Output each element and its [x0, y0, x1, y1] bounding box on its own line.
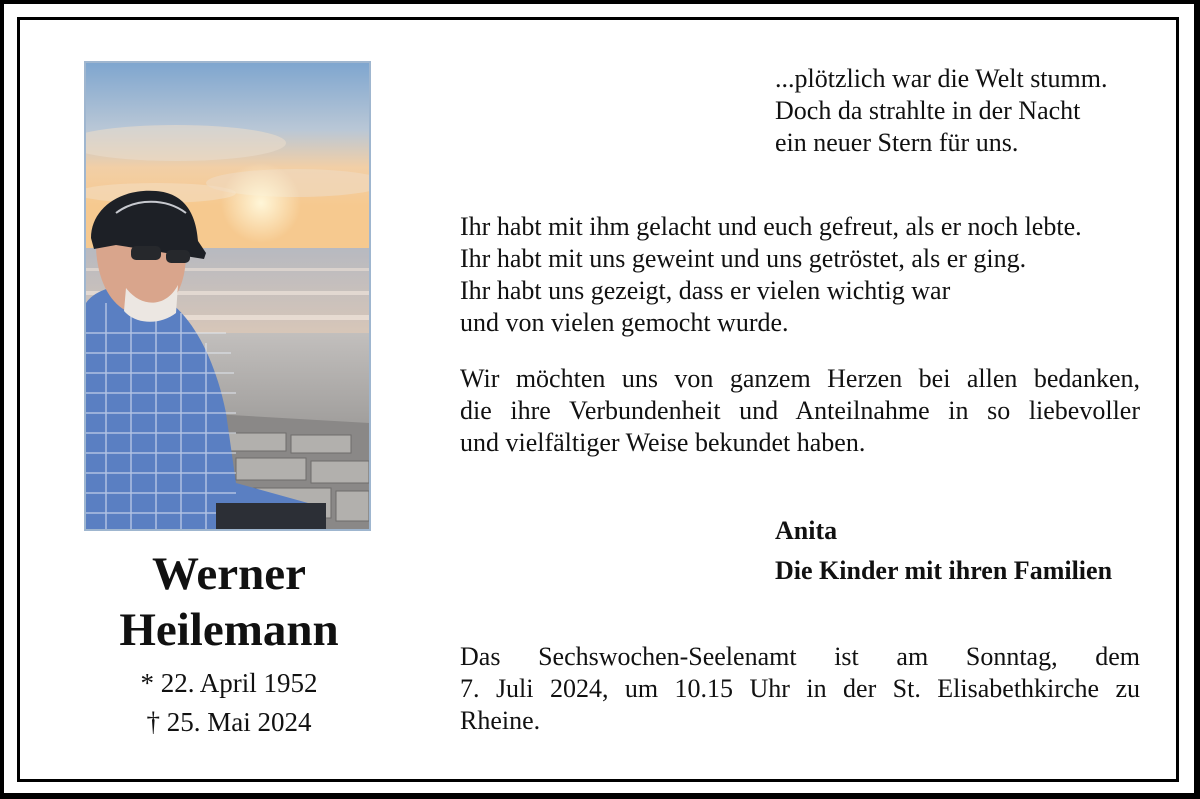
birth-date: * 22. April 1952: [140, 668, 318, 698]
poem: [775, 63, 1107, 159]
paragraph-line: und von vielen gemocht wurde.: [460, 308, 789, 337]
poem-line: ein neuer Stern für uns.: [775, 128, 1019, 157]
first-name: Werner: [152, 548, 306, 600]
condolence-paragraph: [460, 211, 1140, 339]
paragraph-line: und vielfältiger Weise bekundet haben.: [460, 428, 866, 457]
announcement-line: 7. Juli 2024, um 10.15 Uhr in der St. Elisabethkirche zu: [460, 674, 1140, 703]
poem-line: Doch da strahlte in der Nacht: [775, 96, 1081, 125]
paragraph-line: Ihr habt mit ihm gelacht und euch gefreut, als er noch lebte.: [460, 212, 1082, 241]
paragraph-line: Wir möchten uns von ganzem Herzen bei allen bedanken,: [460, 364, 1140, 393]
portrait-photo: [84, 61, 371, 531]
paragraph-line: Ihr habt mit uns geweint und uns getröstet, als er ging.: [460, 244, 1027, 273]
signature-family: Die Kinder mit ihren Familien: [775, 556, 1113, 585]
last-name: Heilemann: [119, 604, 339, 656]
death-date: † 25. Mai 2024: [146, 707, 312, 737]
paragraph-line: Ihr habt uns gezeigt, dass er vielen wichtig war: [460, 276, 951, 305]
poem-line: ...plötzlich war die Welt stumm.: [775, 64, 1108, 93]
paragraph-line: die ihre Verbundenheit und Anteilnahme in so liebevoller: [460, 396, 1140, 425]
service-announcement: [460, 641, 1140, 737]
signature-name: Anita: [775, 516, 838, 545]
announcement-line: Das Sechswochen-Seelenamt ist am Sonntag, dem: [460, 642, 1140, 671]
thanks-paragraph: [460, 363, 1140, 459]
announcement-line: Rheine.: [460, 706, 541, 735]
obituary-card: [4, 4, 1194, 793]
